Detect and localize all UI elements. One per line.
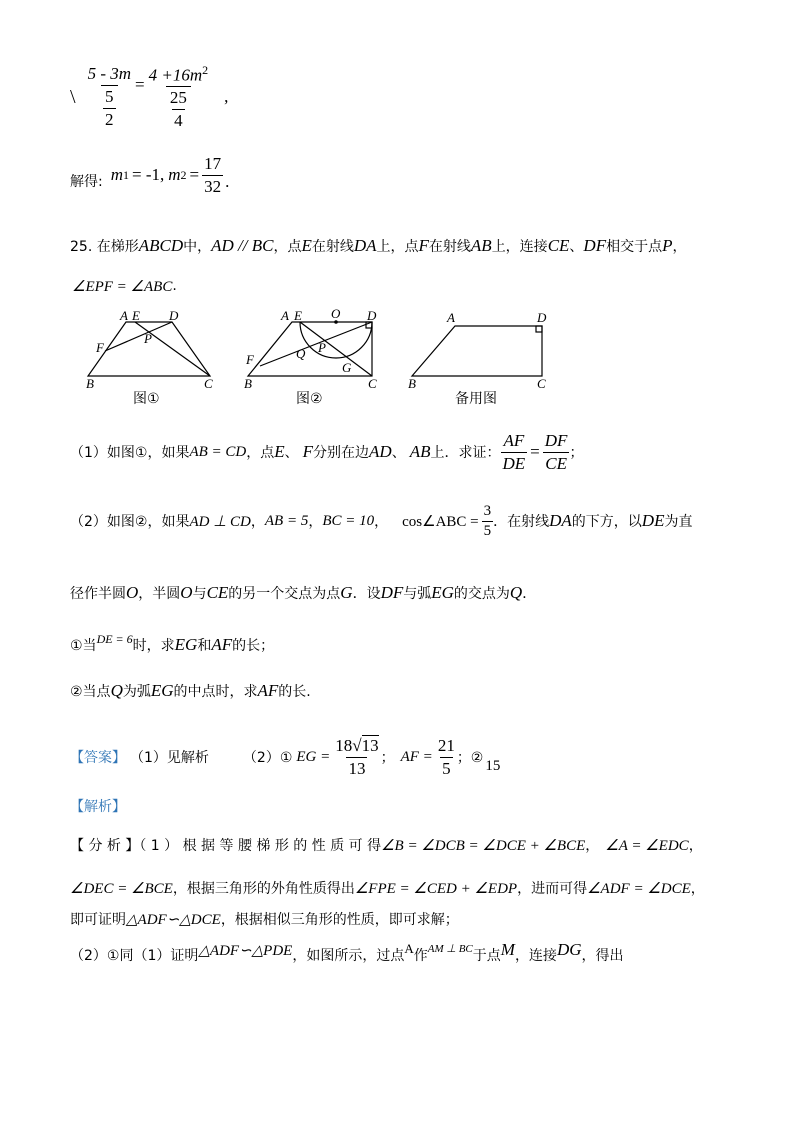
q1-rhs-fraction bbox=[543, 431, 570, 474]
answer-part-2: （2）① bbox=[242, 750, 293, 766]
m2-denominator: 32 bbox=[204, 176, 222, 196]
problem-line1-run: CE bbox=[547, 236, 570, 255]
q2-sub1-run: ①当 bbox=[70, 638, 97, 654]
m1-value: = -1, bbox=[132, 165, 165, 184]
analysis-line2-math-1: ∠DEC = ∠BCE bbox=[70, 880, 173, 897]
left-fraction-denominator bbox=[101, 85, 118, 130]
analysis-line2-math-2: ∠FPE = ∠CED + ∠EDP bbox=[354, 880, 518, 897]
analysis-line1-math-2: ∠A = ∠EDC bbox=[605, 837, 689, 854]
analysis-line-2 bbox=[70, 875, 705, 901]
q2-sub1-run: EG bbox=[174, 635, 198, 654]
fig2-label-F: F bbox=[246, 352, 254, 367]
fig3-label-A: A bbox=[447, 310, 455, 325]
m2-fraction bbox=[202, 154, 223, 197]
problem-line1-run: 上，连接 bbox=[491, 239, 548, 255]
q2-ab: AB = 5 bbox=[264, 512, 309, 529]
q1-text-c: 、 bbox=[284, 445, 299, 461]
analysis-line4-point-A: A bbox=[404, 941, 414, 956]
m1-subscript: 1 bbox=[123, 167, 129, 182]
q1-text-b: ，点 bbox=[246, 445, 275, 461]
q2-sub1-run: DE = 6 bbox=[96, 631, 133, 646]
answer-af-fraction bbox=[436, 736, 457, 779]
exponent: 2 bbox=[202, 62, 209, 77]
q2-line2-run: O bbox=[126, 583, 139, 602]
q1-lhs-den: DE bbox=[502, 453, 526, 473]
q2-DE: DE bbox=[641, 511, 665, 530]
solve-label: 解得: bbox=[70, 174, 103, 190]
analysis-line1-text-b: ， bbox=[585, 838, 600, 854]
fig1-label-P: P bbox=[144, 331, 152, 346]
fig1-label-F: F bbox=[96, 340, 104, 355]
analysis-line4-point-M: M bbox=[500, 940, 515, 959]
angle-condition: ∠EPF = ∠ABC bbox=[72, 278, 173, 295]
question-1 bbox=[70, 420, 583, 484]
problem-line1-run: AD // BC bbox=[211, 236, 274, 255]
analysis-line2-text-c: ， bbox=[690, 881, 705, 897]
q2-sub2-run: Q bbox=[110, 681, 123, 700]
analysis-line3-text-a: 即可证明 bbox=[70, 912, 126, 928]
sqrt-symbol: √ bbox=[352, 735, 362, 755]
analysis-line-4 bbox=[70, 938, 624, 972]
analysis-line4-math-2: AM ⊥ BC bbox=[427, 942, 473, 955]
answer-eg-numerator bbox=[333, 736, 380, 757]
answer-semicolon-2: ；② bbox=[456, 750, 484, 766]
q1-end: ； bbox=[569, 445, 584, 461]
q1-text-e: 、 bbox=[391, 445, 406, 461]
q2-comma-2: ， bbox=[308, 514, 323, 530]
analysis-line1-text-a: 【 分 析 】（ 1 ） 根 据 等 腰 梯 形 的 性 质 可 得 bbox=[70, 838, 382, 854]
q2-text-d: 为直 bbox=[664, 514, 693, 530]
q2-sub2-run: AF bbox=[257, 681, 279, 700]
m1-symbol: m bbox=[110, 165, 123, 184]
q2-sub2-run: EG bbox=[150, 681, 174, 700]
right-fraction-numerator bbox=[147, 63, 211, 87]
equals-sign: = bbox=[135, 75, 145, 94]
q2-line2-run: ．设 bbox=[352, 586, 381, 602]
q2-sub1-run: 的长； bbox=[232, 638, 275, 654]
answer-tag: 【答案】 bbox=[70, 750, 126, 766]
fig2-segment-DF bbox=[260, 322, 372, 366]
angle-condition-end: . bbox=[172, 278, 177, 294]
proportion-equation bbox=[70, 62, 228, 132]
analysis-line4-math-3: DG bbox=[556, 940, 582, 959]
m2-equals: = bbox=[189, 165, 200, 184]
q2-line2-run: O bbox=[180, 583, 193, 602]
answer-af-den: 5 bbox=[442, 758, 451, 778]
q2-line2-run: 与 bbox=[192, 586, 207, 602]
problem-statement-line-2 bbox=[72, 275, 177, 297]
problem-line1-run: DA bbox=[353, 236, 377, 255]
analysis-line3-math: △ADF∽△DCE bbox=[126, 911, 221, 928]
figure-2-caption: 图② bbox=[296, 391, 323, 407]
fig2-label-C: C bbox=[368, 376, 377, 391]
fig2-segment-CE bbox=[300, 322, 372, 376]
analysis-line2-text-b: ，进而可得 bbox=[517, 881, 588, 897]
answer-eg-den: 13 bbox=[348, 758, 366, 778]
q1-lhs-num: AF bbox=[503, 430, 525, 450]
analysis-line4-text-f: ，得出 bbox=[581, 948, 624, 964]
q2-sub1-run: AF bbox=[211, 635, 233, 654]
backslash-symbol: \ bbox=[70, 85, 76, 108]
answer-eg-coef: 18 bbox=[335, 735, 353, 755]
fig3-label-D: D bbox=[537, 310, 547, 325]
q1-equals: = bbox=[530, 442, 540, 461]
question-2-part-1 bbox=[70, 630, 274, 660]
analysis-line4-text-c: 作 bbox=[413, 948, 428, 964]
problem-line1-run: P bbox=[662, 236, 673, 255]
analysis-tag: 【解析】 bbox=[70, 799, 126, 815]
q1-text-d: 分别在边 bbox=[313, 445, 370, 461]
problem-line1-run: ABCD bbox=[138, 236, 184, 255]
analysis-line2-math-3: ∠ADF = ∠DCE bbox=[587, 880, 691, 897]
figure-3-caption: 备用图 bbox=[455, 391, 497, 407]
analysis-line1-math-1: ∠B = ∠DCB = ∠DCE + ∠BCE bbox=[381, 837, 586, 854]
problem-line1-run: E bbox=[301, 236, 312, 255]
comma: , bbox=[224, 87, 229, 106]
analysis-line4-math-1: △ADF∽△PDE bbox=[198, 942, 293, 959]
q2-cos-num: 3 bbox=[483, 502, 492, 519]
left-fraction-numerator: 5 - 3m bbox=[87, 64, 132, 83]
q1-rhs-num: DF bbox=[544, 430, 568, 450]
figure-1-labels bbox=[86, 308, 213, 391]
answer-semicolon-1: ； bbox=[380, 750, 395, 766]
q2-perpendicular: AD ⊥ CD bbox=[189, 513, 251, 530]
analysis-line-1 bbox=[70, 832, 703, 858]
q2-text-c: 的下方，以 bbox=[571, 514, 642, 530]
fig2-label-P: P bbox=[318, 340, 326, 355]
q1-lhs-fraction bbox=[501, 431, 528, 474]
figure-2-labels bbox=[244, 306, 377, 391]
q2-line2-run: 的另一个交点为点 bbox=[228, 586, 341, 602]
q2-cos: cos∠ABC = bbox=[402, 513, 479, 530]
q1-AD: AD bbox=[369, 442, 392, 461]
fig2-label-E: E bbox=[294, 308, 302, 323]
fig1-label-C: C bbox=[204, 376, 213, 391]
answer-part-2-2: 15 bbox=[485, 757, 501, 774]
analysis-line4-text-b: ，如图所示，过点 bbox=[292, 948, 405, 964]
fig2-label-A: A bbox=[281, 308, 289, 323]
problem-line1-run: 上，点 bbox=[376, 239, 419, 255]
answer-eg-fraction bbox=[333, 736, 380, 779]
twentyfive-den: 4 bbox=[174, 111, 183, 131]
analysis-line4-text-d: 于点 bbox=[472, 948, 501, 964]
figure-1-caption: 图① bbox=[133, 391, 160, 407]
five-halves-num: 5 bbox=[105, 87, 114, 106]
problem-line1-run: DF bbox=[583, 236, 607, 255]
m2-symbol: m bbox=[168, 165, 181, 184]
q2-cos-fraction bbox=[482, 503, 494, 540]
analysis-line2-text-a: ，根据三角形的外角性质得出 bbox=[172, 881, 355, 897]
fig2-label-G: G bbox=[342, 360, 352, 375]
q2-sub2-run: ②当点 bbox=[70, 684, 111, 700]
q2-line2-run: DF bbox=[380, 583, 404, 602]
q2-line2-run: G bbox=[340, 583, 353, 602]
problem-statement-line-1 bbox=[70, 230, 686, 262]
answer-eg-label: EG = bbox=[296, 748, 331, 765]
period: . bbox=[225, 172, 230, 191]
answer-af-label: AF = bbox=[400, 748, 433, 765]
question-2-part-2 bbox=[70, 676, 311, 706]
problem-line1-run: 在射线 bbox=[428, 239, 471, 255]
q2-line2-run: 与弧 bbox=[403, 586, 432, 602]
five-halves bbox=[103, 87, 116, 130]
fig1-segment-DF bbox=[105, 322, 172, 351]
q2-line2-run: CE bbox=[206, 583, 229, 602]
right-fraction-denominator bbox=[166, 86, 191, 131]
left-fraction bbox=[86, 64, 133, 130]
fig1-label-A: A bbox=[120, 308, 128, 323]
fig1-label-E: E bbox=[132, 308, 140, 323]
problem-line1-run: 相交于点 bbox=[606, 239, 663, 255]
q2-comma-3: ， bbox=[374, 514, 389, 530]
right-fraction bbox=[147, 63, 211, 132]
m2-subscript: 2 bbox=[180, 167, 187, 182]
q2-sub1-run: 时，求 bbox=[132, 638, 175, 654]
problem-line1-run: 在射线 bbox=[311, 239, 354, 255]
fig2-label-Q: Q bbox=[296, 346, 306, 361]
q2-line2-run: ，半圆 bbox=[138, 586, 181, 602]
q2-line2-run: 径作半圆 bbox=[70, 586, 126, 602]
fig1-label-D: D bbox=[169, 308, 179, 323]
fig3-right-angle-mark bbox=[536, 326, 542, 332]
five-halves-den: 2 bbox=[105, 110, 114, 129]
fig1-label-B: B bbox=[86, 376, 94, 391]
fig2-label-O: O bbox=[331, 306, 341, 321]
right-numerator-text: 4 +16m bbox=[148, 65, 203, 85]
fig2-label-B: B bbox=[244, 376, 252, 391]
q2-line2-run: EG bbox=[431, 583, 454, 602]
q2-line2-run: Q bbox=[509, 583, 523, 602]
q1-E: E bbox=[274, 442, 285, 461]
question-2-line-2 bbox=[70, 578, 536, 608]
q1-AB: AB bbox=[409, 442, 431, 461]
answer-part-1: （1）见解析 bbox=[130, 750, 209, 766]
problem-line1-run: F bbox=[418, 236, 429, 255]
q1-text-f: 上．求证： bbox=[430, 445, 501, 461]
analysis-line1-text-c: ， bbox=[688, 838, 703, 854]
q2-line2-run: 的交点为 bbox=[453, 586, 510, 602]
m2-numerator: 17 bbox=[204, 153, 222, 173]
answer-eg-radicand: 13 bbox=[361, 735, 379, 755]
problem-line1-run: ， bbox=[672, 239, 687, 255]
question-2-line-1 bbox=[70, 496, 692, 546]
fig3-label-B: B bbox=[408, 376, 416, 391]
figure-3-labels bbox=[408, 310, 547, 391]
problem-line1-run: 、 bbox=[569, 239, 584, 255]
answer-af-num: 21 bbox=[437, 735, 455, 755]
q1-rhs-den: CE bbox=[545, 453, 567, 473]
q2-comma-1: ， bbox=[250, 514, 265, 530]
problem-line1-run: AB bbox=[470, 236, 492, 255]
q1-text-a: （1）如图①，如果 bbox=[70, 445, 190, 461]
q2-cos-den: 5 bbox=[483, 522, 492, 539]
fig2-semicircle bbox=[300, 322, 372, 358]
fig2-label-D: D bbox=[367, 308, 377, 323]
figure-3 bbox=[412, 326, 542, 376]
q2-sub1-run: 和 bbox=[197, 638, 212, 654]
analysis-line4-text-a: （2）①同（1）证明 bbox=[70, 948, 199, 964]
q2-text-a: （2）如图②，如果 bbox=[70, 514, 190, 530]
q2-sub2-run: 为弧 bbox=[122, 684, 151, 700]
q2-line2-run: ． bbox=[522, 586, 537, 602]
analysis-line3-text-b: ，根据相似三角形的性质，即可求解； bbox=[220, 912, 459, 928]
fig3-label-C: C bbox=[537, 376, 546, 391]
q1-condition: AB = CD bbox=[189, 443, 247, 460]
twentyfive-quarters bbox=[168, 88, 189, 131]
analysis-line4-text-e: ，连接 bbox=[514, 948, 557, 964]
q1-F: F bbox=[302, 442, 314, 461]
analysis-line-3 bbox=[70, 906, 459, 932]
q2-bc: BC = 10 bbox=[322, 512, 375, 529]
q2-sub2-run: 的长. bbox=[278, 684, 311, 700]
q2-text-b: ．在射线 bbox=[493, 514, 550, 530]
q2-DA: DA bbox=[549, 511, 572, 530]
q2-sub2-run: 的中点时，求 bbox=[173, 684, 258, 700]
answer-line bbox=[70, 732, 500, 782]
twentyfive-num: 25 bbox=[169, 88, 187, 108]
fig3-trapezoid bbox=[412, 326, 542, 376]
problem-line1-run: 25. 在梯形 bbox=[70, 239, 139, 255]
problem-line1-run: ，点 bbox=[273, 239, 302, 255]
problem-line1-run: 中， bbox=[183, 239, 212, 255]
figure-2 bbox=[248, 322, 372, 376]
solution-line bbox=[70, 154, 229, 196]
